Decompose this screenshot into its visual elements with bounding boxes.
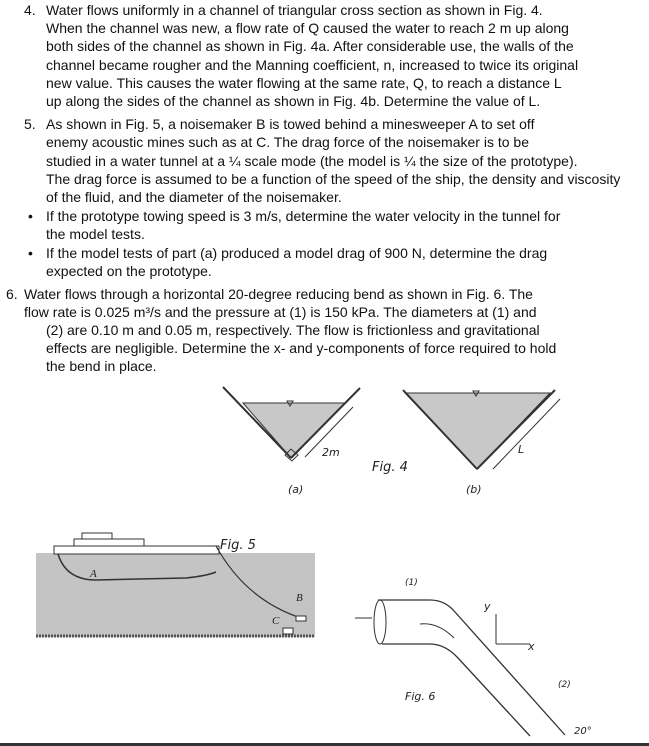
fig6-angle: 20° bbox=[574, 726, 592, 737]
problem-6-line: effects are negligible. Determine the x- and y-components of force required to hold bbox=[46, 340, 557, 356]
problem-4-line: up along the sides of the channel as shown in Fig. 4b. Determine the value of L. bbox=[46, 93, 541, 109]
problem-6-line: the bend in place. bbox=[46, 358, 157, 374]
fig4-caption: Fig. 4 bbox=[372, 460, 408, 475]
fig6-caption: Fig. 6 bbox=[405, 690, 436, 703]
fig4-dim-a: 2m bbox=[322, 446, 340, 459]
fig4-dim-b: L bbox=[518, 443, 525, 456]
bullet-icon: • bbox=[28, 245, 33, 261]
problem-6-line: flow rate is 0.025 m³/s and the pressure at (1) is 150 kPa. The diameters at (1) and bbox=[24, 304, 537, 320]
fig5-label-b: B bbox=[296, 592, 303, 604]
problem-6-line: (2) are 0.10 m and 0.05 m, respectively. The flow is frictionless and gravitational bbox=[46, 322, 540, 338]
fig5-label-c: C bbox=[272, 615, 280, 627]
problem-5-line: of the fluid, and the diameter of the noisemaker. bbox=[46, 189, 342, 205]
figure-6-diagram bbox=[350, 590, 630, 746]
problem-6-line: Water flows through a horizontal 20-degree reducing bend as shown in Fig. 6. The bbox=[24, 286, 533, 302]
figure-4-diagram bbox=[215, 385, 575, 495]
fig6-section-1: (1) bbox=[405, 578, 418, 588]
fig5-caption: Fig. 5 bbox=[220, 538, 256, 553]
fig6-y-axis: y bbox=[484, 600, 491, 613]
problem-4-line: When the channel was new, a flow rate of Q caused the water to reach 2 m up along bbox=[46, 20, 569, 36]
problem-4-line: channel became rougher and the Manning coefficient, n, increased to twice its original bbox=[46, 57, 579, 73]
problem-5-line: The drag force is assumed to be a function of the speed of the ship, the density and viscosity bbox=[46, 171, 621, 187]
fig6-x-axis: x bbox=[528, 640, 535, 653]
problem-5-bullet-a: If the prototype towing speed is 3 m/s, determine the water velocity in the tunnel for bbox=[46, 208, 561, 224]
fig6-section-2: (2) bbox=[558, 680, 571, 690]
problem-6-number: 6. bbox=[6, 286, 18, 302]
problem-5-line: As shown in Fig. 5, a noisemaker B is towed behind a minesweeper A to set off bbox=[46, 116, 535, 132]
problem-5-bullet-b: expected on the prototype. bbox=[46, 263, 212, 279]
problem-4-line: new value. This causes the water flowing at the same rate, Q, to reach a distance L bbox=[46, 75, 562, 91]
problem-4-number: 4. bbox=[24, 2, 36, 18]
problem-5-number: 5. bbox=[24, 116, 36, 132]
problem-5-line: enemy acoustic mines such as at C. The drag force of the noisemaker is to be bbox=[46, 134, 529, 150]
problem-4-line: Water flows uniformly in a channel of triangular cross section as shown in Fig. 4. bbox=[46, 2, 543, 18]
fig4-label-a: (a) bbox=[288, 483, 304, 496]
problem-5-bullet-b: If the model tests of part (a) produced a model drag of 900 N, determine the drag bbox=[46, 245, 548, 261]
problem-5-bullet-a: the model tests. bbox=[46, 226, 145, 242]
fig5-label-a: A bbox=[90, 568, 97, 580]
problem-5-line: studied in a water tunnel at a ¼ scale mode (the model is ¼ the size of the prototype). bbox=[46, 153, 578, 169]
problem-4-line: both sides of the channel as shown in Fig. 4a. After considerable use, the walls of the bbox=[46, 38, 574, 54]
bullet-icon: • bbox=[28, 208, 33, 224]
fig4-label-b: (b) bbox=[466, 483, 482, 496]
